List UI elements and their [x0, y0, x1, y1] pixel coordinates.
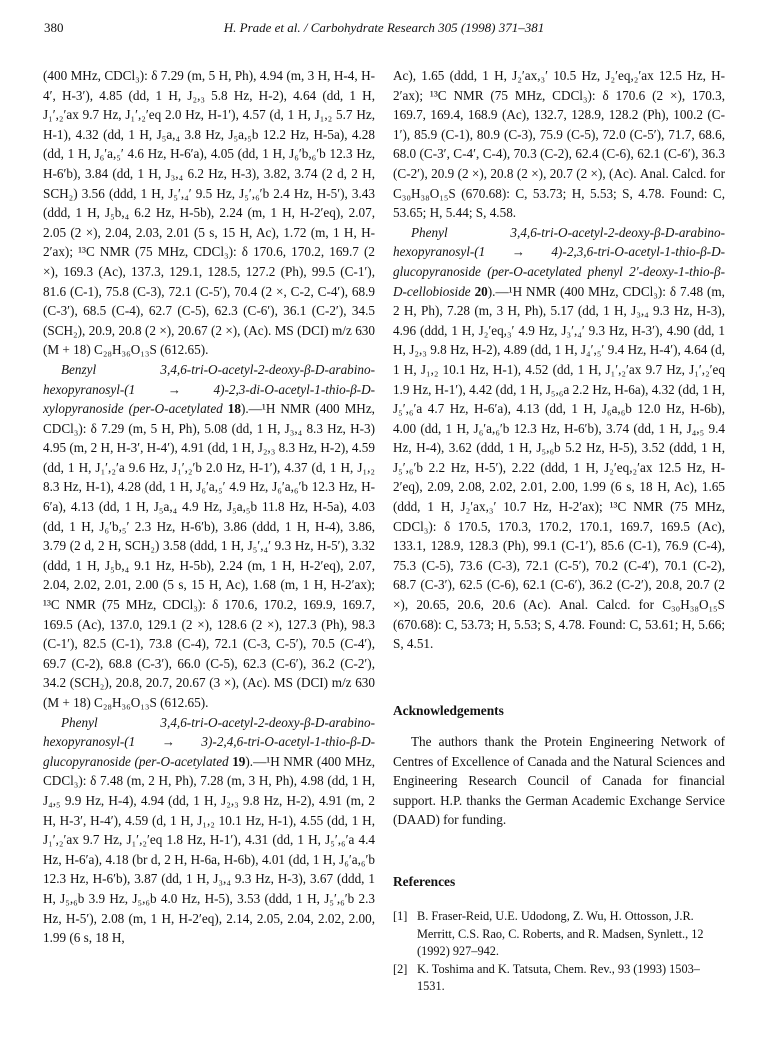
- reference-text: B. Fraser-Reid, U.E. Udodong, Z. Wu, H. Ottosson, J.R. Merritt, C.S. Rao, C. Roberts, and R. Madsen, Synlett., 12 (1992) 927–942.: [417, 909, 704, 958]
- experimental-paragraph-continued: (400 MHz, CDCl₃): δ 7.29 (m, 5 H, Ph), 4.94 (m, 3 H, H-4, H-4′, H-3′), 4.85 (dd, 1 H, J₂,₃ 5.8 Hz, H-2), 4.64 (dd, 1 H, J₁′,₂′ax 9.7 Hz, J₁′,₂′eq 2.0 Hz, H-1′), 4.57 (d, 1 H, J₁,₂ 5.7 Hz, H-1), 4.32 (dd, 1 H, J₅a,₄ 3.8 Hz, J₅a,₅b 12.2 Hz, H-5a), 4.28 (dd, 1 H, J₆′a,₅′ 4.6 Hz, H-6′a), 4.05 (dd, 1 H, J₆′b,₆′b 12.3 Hz, H-6′b), 3.84 (dd, 1 H, J₃,₄ 6.2 Hz, H-3), 3.82, 3.74 (2 d, 2 H, SCH₂) 3.56 (ddd, 1 H, J₅′,₄′ 9.5 Hz, J₅′,₆′b 2.4 Hz, H-5′), 3.43 (ddd, 1 H, J₅b,₄ 6.2 Hz, H-5b), 2.24 (m, 1 H, H-2′eq), 2.07, 2.05 (2 ×), 2.04, 2.03, 2.01 (5 s, 15 H, Ac), 1.72 (m, 1 H, H-2′ax); ¹³C NMR (75 MHz, CDCl₃): δ 170.6, 170.2, 169.7 (2 ×), 169.3 (Ac), 137.3, 129.1, 128.5, 127.2 (Ph), 99.5 (C-1′), 81.6 (C-1), 75.8 (C-3), 72.1 (C-5′), 70.4 (2 ×, C-2, C-4′), 68.9 (C-3′), 68.5 (C-4), 62.7 (C-5), 62.3 (C-6′), 36.1 (C-2′), 34.5 (SCH₂), 20.9, 20.8 (2 ×), 20.67 (2 ×), (Ac). MS (DCI) m/z 630 (M + 18) C₂₈H₃₆O₁₃S (612.65).: [43, 68, 375, 358]
- references-heading: References: [393, 874, 456, 889]
- right-column: [393, 66, 725, 1026]
- compound-19-data-continued: Ac), 1.65 (ddd, 1 H, J₂′ax,₃′ 10.5 Hz, J₂′eq,₂′ax 12.5 Hz, H-2′ax); ¹³C NMR (75 MHz, CDCl₃): δ 170.6 (2 ×), 170.3, 169.7, 169.4, 168.9 (Ac), 132.7, 128.9, 128.2 (Ph), 100.2 (C-1′), 85.9 (C-1), 80.9 (C-3), 75.9 (C-5), 72.0 (C-5′), 71.7, 68.6, 68.0 (C-3′, C-4′, C-4), 70.3 (C-2), 62.4 (C-6), 62.1 (C-6′), 36.3 (C-2′), 20.9 (2 ×), 20.8 (2 ×), 20.7 (2 ×), (Ac). Anal. Calcd. for C₃₀H₃₈O₁₅S (670.68): C, 53.73; H, 5.53; S, 4.78. Found: C, 53.65; H, 5.44; S, 4.58.: [393, 68, 725, 221]
- compound-18-data: ).—¹H NMR (400 MHz, CDCl₃): δ 7.29 (m, 5 H, Ph), 5.08 (dd, 1 H, J₃,₄ 8.3 Hz, H-3) 4.95 (m, 2 H, H-3′, H-4′), 4.91 (dd, 1 H, J₂,₃ 8.3 Hz, H-2), 4.59 (dd, 1 H, J₁′,₂′a 9.6 Hz, J₁′,₂′b 2.0 Hz, H-1′), 4.37 (d, 1 H, J₁,₂ 8.3 Hz, H-1), 4.28 (dd, 1 H, J₆′a,₅′ 4.9 Hz, J₆′a,₆′b 12.3 Hz, H-6′a), 4.13 (dd, 1 H, J₅a,₄ 4.9 Hz, J₅a,₅b 11.8 Hz, H-5a), 4.03 (dd, 1 H, J₆′b,₅′ 2.3 Hz, H-6′b), 3.86 (ddd, 1 H, H-4), 3.86, 3.79 (2 d, 2 H, SCH₂) 3.58 (ddd, 1 H, J₅′,₄′ 9.3 Hz, H-5′), 3.32 (ddd, 1 H, J₅b,₄ 9.1 Hz, H-5b), 2.24 (m, 1 H, H-2′eq), 2.07, 2.04, 2.02, 2.01, 2.00 (5 s, 15 H, Ac), 1.68 (m, 1 H, H-2′ax); ¹³C NMR (75 MHz, CDCl₃): δ 170.6, 170.2, 169.9, 169.7, 169.5 (Ac), 137.0, 129.1 (2 ×), 128.6 (2 ×), 127.3 (Ph), 98.3 (C-1′), 82.5 (C-1), 73.8 (C-4), 72.1 (C-3, C-5′), 70.5 (C-4′), 69.7 (C-2), 68.8 (C-3′), 66.0 (C-5), 62.3 (C-6′), 36.2 (C-2′), 34.2 (SCH₂), 20.8, 20.7, 20.67 (3 ×), (Ac). MS (DCI) m/z 630 (M + 18) C₂₈H₃₆O₁₃S (612.65).: [43, 401, 375, 710]
- compound-18-paragraph: [43, 360, 375, 713]
- page-header: [44, 20, 724, 40]
- compound-18-title: Benzyl 3,4,6-tri-O-acetyl-2-deoxy-β-D-arabino-hexopyranosyl-(1 → 4)-2,3-di-O-acetyl-1-thio-β-D-xylopyranoside (per-O-acetylated 18: [43, 361, 375, 417]
- acknowledgements-heading: Acknowledgements: [393, 703, 504, 718]
- compound-20-data: ).—¹H NMR (400 MHz, CDCl₃): δ 7.48 (m, 2 H, Ph), 7.28 (m, 3 H, Ph), 5.17 (dd, 1 H, J₃,₄ 9.3 Hz, H-3), 4.96 (ddd, 1 H, J₂′eq,₃′ 4.9 Hz, J₃′,₄′ 9.3 Hz, H-3′), 4.90 (dd, 1 H, J₂,₃ 9.8 Hz, H-2), 4.89 (dd, 1 H, J₄′,₅′ 9.4 Hz, H-4′), 4.64 (d, 1 H, J₁,₂ 10.1 Hz, H-1), 4.52 (dd, 1 H, J₁′,₂′ax 9.7 Hz, J₁′,₂′eq 1.9 Hz, H-1′), 4.42 (dd, 1 H, J₅,₆a 2.2 Hz, H-6a), 4.32 (dd, 1 H, J₅′,₆′a 4.7 Hz, H-6′a), 4.13 (dd, 1 H, J₆a,₆b 12.0 Hz, H-6b), 4.00 (dd, 1 H, J₆′a,₆′b 12.3 Hz, H-6′b), 3.74 (dd, 1 H, J₄,₅ 9.4 Hz, H-4), 3.62 (ddd, 1 H, J₅,₆b 5.2 Hz, H-5), 3.52 (ddd, 1 H, J₅′,₆′b 2.2 Hz, H-5′), 2.22 (ddd, 1 H, J₂′eq,₂′ax 12.5 Hz, H-2′eq), 2.09, 2.08, 2.02, 2.01, 2.00, 1.99 (6 s, 18 H, Ac), 1.65 (ddd, 1 H, J₂′ax,₃′ 10.7 Hz, H-2′ax); ¹³C NMR (75 MHz, CDCl₃): δ 170.5, 170.3, 170.2, 170.1, 169.7, 169.5 (Ac), 133.1, 128.9, 128.3 (Ph), 99.1 (C-1′), 85.6 (C-1), 76.9 (C-4), 75.3 (C-5), 73.6 (C-3), 72.1 (C-5′), 70.2 (C-4′), 70.1 (C-2), 68.7 (C-3′), 62.5 (C-6), 62.1 (C-6′), 36.2 (C-2′), 20.8, 20.7 (2 ×), 20.65, 20.6, 20.6 (Ac). Anal. Calcd. for C₃₀H₃₈O₁₅S (670.68): C, 53.73; H, 5.53; S, 4.78. Found: C, 53.61; H, 5.66; S, 4.51.: [393, 283, 725, 652]
- reference-text: K. Toshima and K. Tatsuta, Chem. Rev., 93 (1993) 1503–1531.: [417, 961, 700, 993]
- compound-18-number: 18: [227, 401, 241, 417]
- compound-19-data: ).—¹H NMR (400 MHz, CDCl₃): δ 7.48 (m, 2 H, Ph), 7.28 (m, 3 H, Ph), 4.98 (dd, 1 H, J₄,₅ 9.9 Hz, H-4), 4.94 (dd, 1 H, J₂,₃ 9.8 Hz, H-2), 4.91 (m, 2 H, H-3′, H-4′), 4.59 (d, 1 H, J₁,₂ 10.1 Hz, H-1), 4.55 (dd, 1 H, J₁′,₂′ax 9.7 Hz, J₁′,₂′eq 1.8 Hz, H-1′), 4.31 (dd, 1 H, J₅′,₆′a 4.4 Hz, H-6′a), 4.18 (br d, 2 H, H-6a, H-6b), 4.01 (dd, 1 H, J₆′a,₆′b 12.3 Hz, H-6′b), 3.87 (dd, 1 H, J₃,₄ 9.3 Hz, H-3), 3.67 (ddd, 1 H, J₅,₆b 3.9 Hz, J₅,₆b 4.0 Hz, H-5), 3.53 (ddd, 1 H, J₅′,₆′b 2.3 Hz, H-5′), 2.08 (m, 1 H, H-2′eq), 2.14, 2.05, 2.04, 2.02, 2.00, 1.99 (6 s, 18 H,: [43, 753, 375, 946]
- reference-item: [393, 961, 725, 996]
- compound-19-title: Phenyl 3,4,6-tri-O-acetyl-2-deoxy-β-D-arabino-hexopyranosyl-(1 → 3)-2,4,6-tri-O-acetyl-1-thio-β-D-glucopyranoside (per-O-acetylated 19: [43, 714, 375, 769]
- reference-item: [393, 908, 725, 961]
- compound-20-paragraph: [393, 223, 725, 654]
- compound-19-number: 19: [232, 753, 246, 769]
- reference-number: [1]: [393, 909, 408, 923]
- left-column: [43, 66, 375, 948]
- references-list: [393, 908, 725, 996]
- running-title: H. Prade et al. / Carbohydrate Research 305 (1998) 371–381: [223, 20, 545, 35]
- compound-19-paragraph: [43, 713, 375, 948]
- page-number: 380: [44, 20, 64, 35]
- compound-20-title: Phenyl 3,4,6-tri-O-acetyl-2-deoxy-β-D-arabino-hexopyranosyl-(1 → 4)-2,3,6-tri-O-acetyl-1-thio-β-D-glucopyranoside (per-O-acetylated phenyl 2′-deoxy-1-thio-β-D-cellobioside 20: [393, 224, 725, 299]
- reference-number: [2]: [393, 961, 408, 976]
- compound-20-number: 20: [474, 283, 488, 299]
- acknowledgements-text: The authors thank the Protein Engineering Network of Centres of Excellence of Canada and the Natural Sciences and Engineering Research Council of Canada for financial support. H.P. thanks the German Academic Exchange Service (DAAD) for funding.: [393, 734, 725, 828]
